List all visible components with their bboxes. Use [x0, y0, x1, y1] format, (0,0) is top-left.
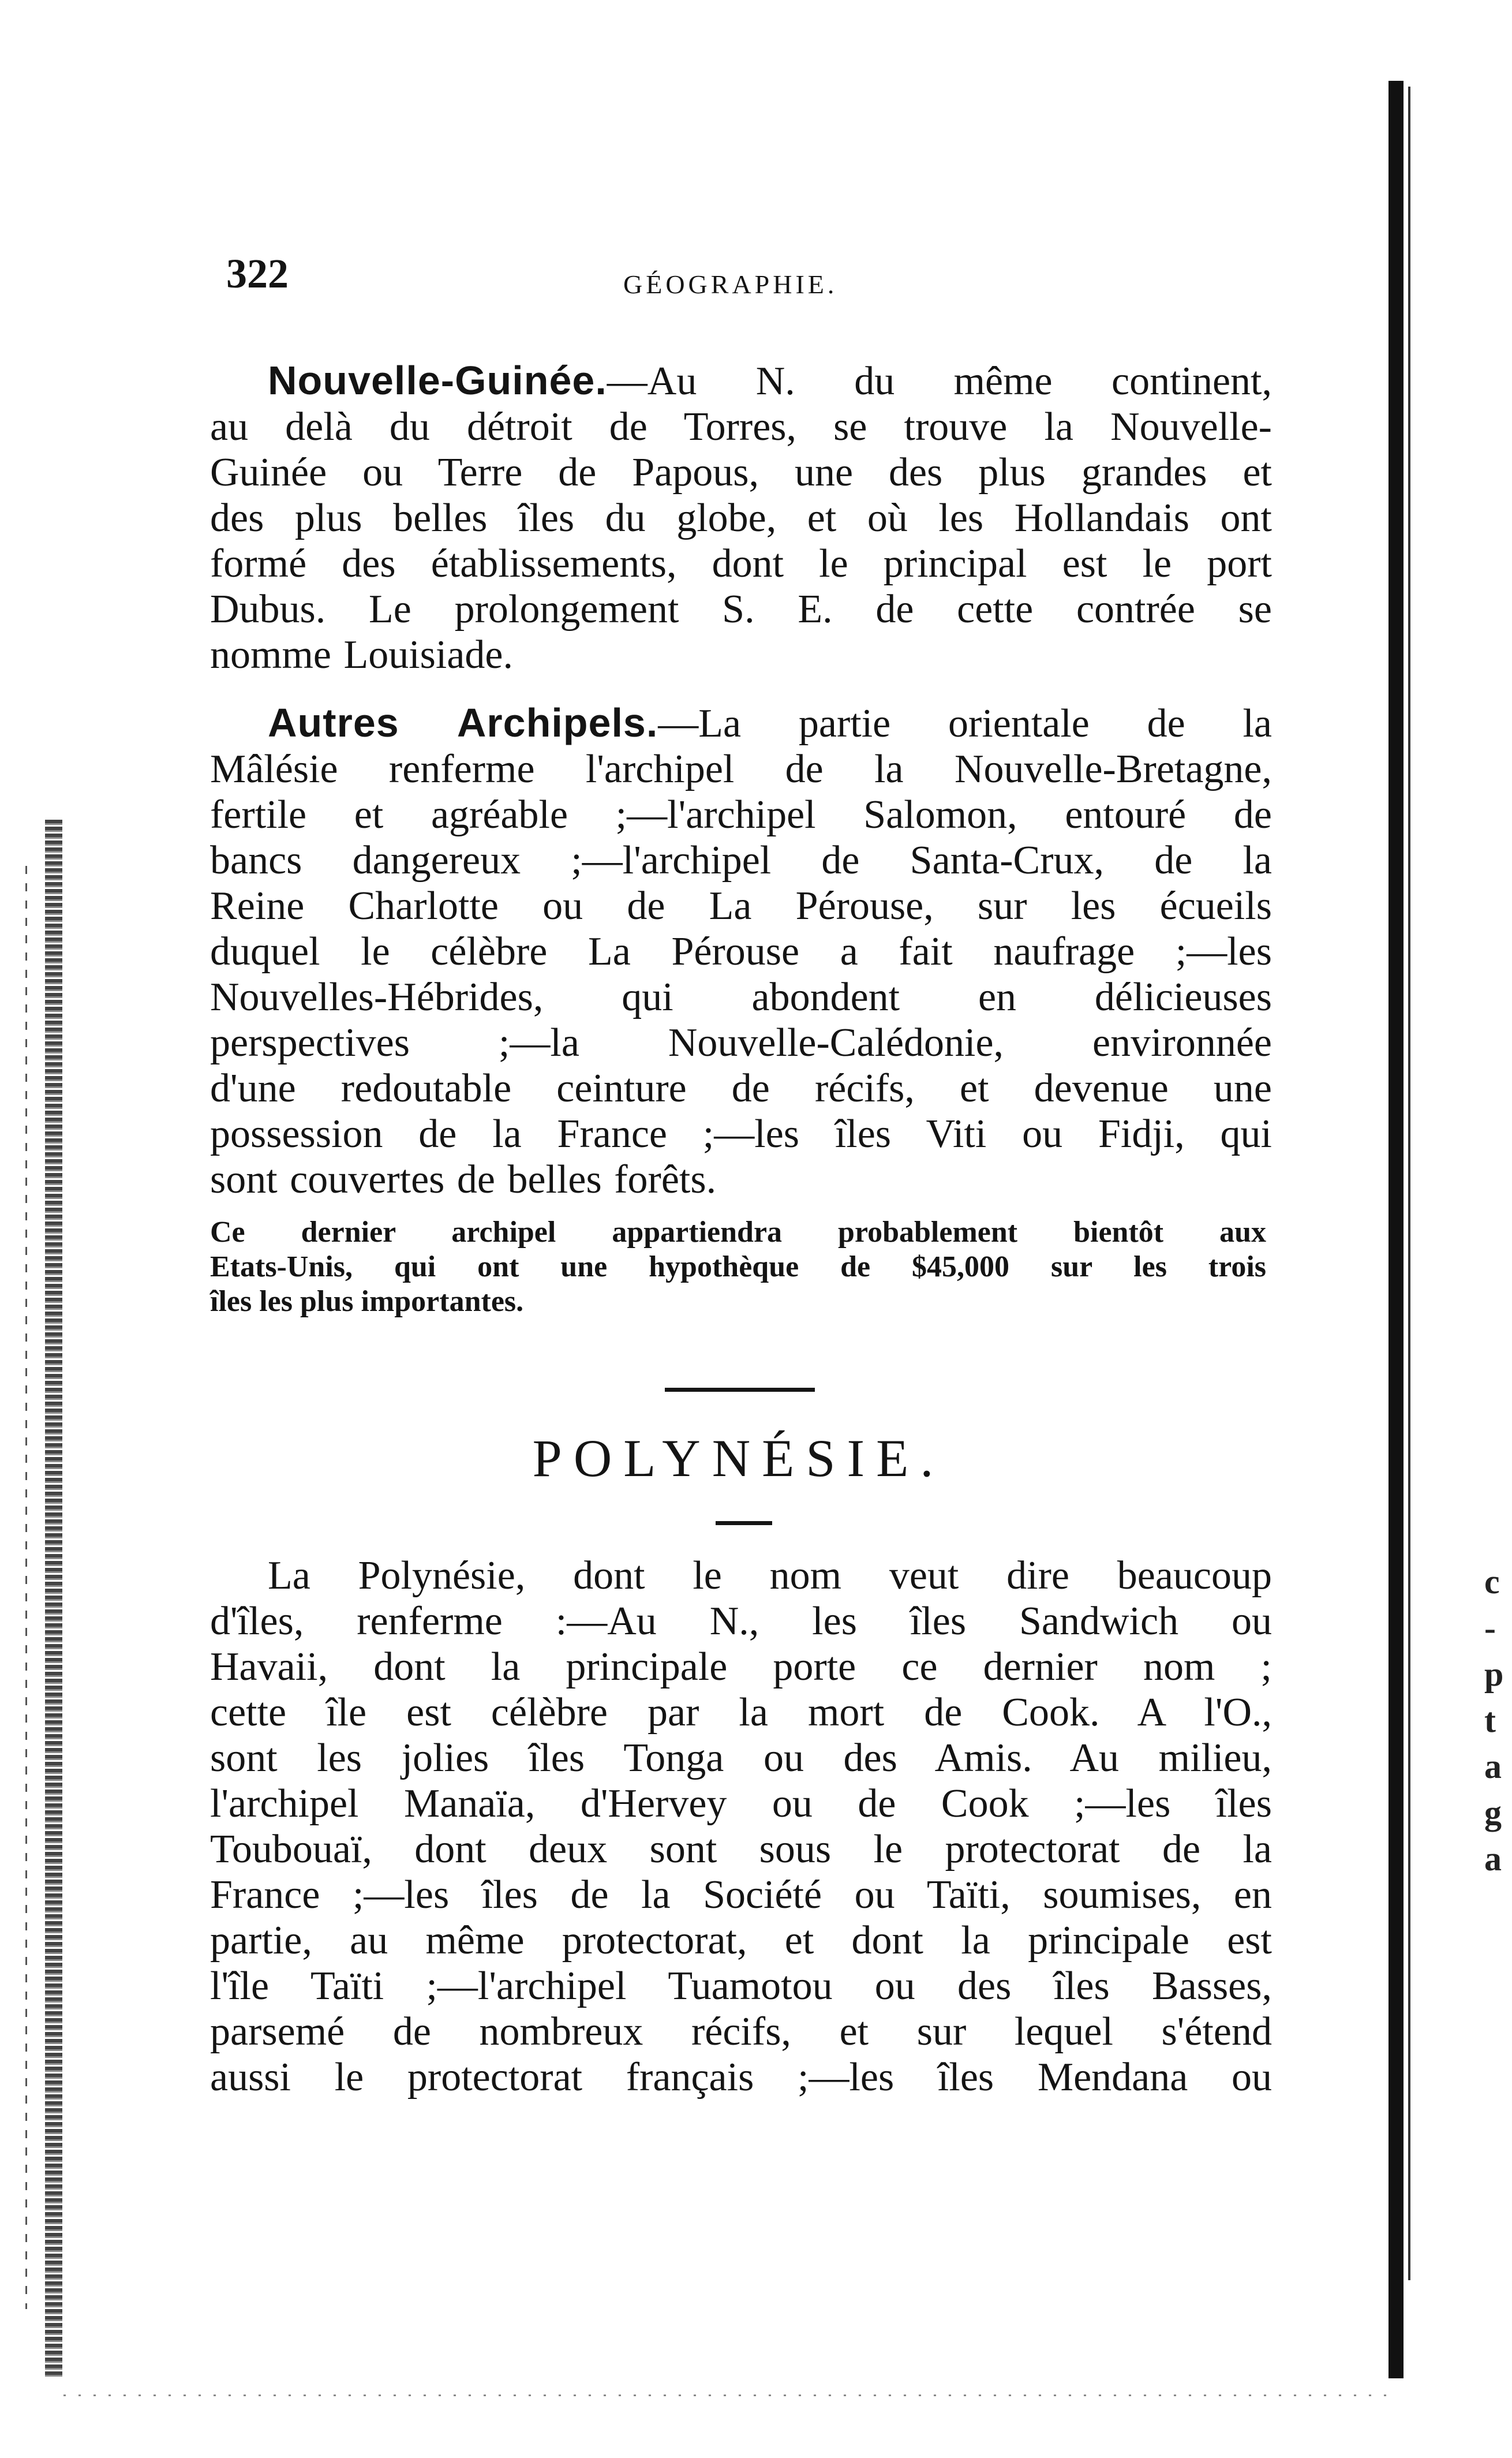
facing-page-letter: a: [1484, 1840, 1502, 1878]
note-line: Etats-Unis, qui ont une hypothèque de $45,000 sur les trois: [210, 1250, 1266, 1283]
page-left-edge-artifact: [45, 820, 62, 2378]
paragraph-line: cette île est célèbre par la mort de Cook. A l'O.,: [210, 1690, 1272, 1735]
page-number: 322: [226, 251, 289, 297]
paragraph-line: sont les jolies îles Tonga ou des Amis. Au milieu,: [210, 1736, 1272, 1780]
page-binding-edge-thin: [1408, 87, 1410, 2280]
paragraph-line: Reine Charlotte ou de La Pérouse, sur les écueils: [210, 884, 1272, 928]
paragraph-nouvelle-guinee: [210, 358, 1272, 678]
paragraph-autres-archipels: [210, 700, 1272, 1202]
paragraph-line: Toubouaï, dont deux sont sous le protectorat de la: [210, 1827, 1272, 1871]
note-line: îles les plus importantes.: [210, 1285, 524, 1318]
paragraph-line: bancs dangereux ;—l'archipel de Santa-Crux, de la: [210, 838, 1272, 883]
note-paragraph: [210, 1215, 1266, 1319]
page-bottom-edge-artifact: [63, 2395, 1391, 2396]
paragraph-line: Guinée ou Terre de Papous, une des plus grandes et: [210, 450, 1272, 495]
facing-page-letter: -: [1484, 1609, 1496, 1647]
paragraph-line: possession de la France ;—les îles Viti ou Fidji, qui: [210, 1112, 1272, 1156]
paragraph-line: d'une redoutable ceinture de récifs, et devenue une: [210, 1066, 1272, 1111]
section-divider: [665, 1388, 815, 1392]
paragraph-line: Mâlésie renferme l'archipel de la Nouvelle-Bretagne,: [210, 747, 1272, 791]
paragraph-polynesie: [210, 1553, 1272, 2100]
paragraph-line: perspectives ;—la Nouvelle-Calédonie, environnée: [210, 1021, 1272, 1065]
paragraph-line: nomme Louisiade.: [210, 633, 514, 677]
paragraph-line: fertile et agréable ;—l'archipel Salomon, entouré de: [210, 793, 1272, 837]
paragraph-line: duquel le célèbre La Pérouse a fait naufrage ;—les: [210, 929, 1272, 974]
paragraph-lead: Nouvelle-Guinée.: [268, 358, 607, 403]
facing-page-letter: a: [1484, 1747, 1502, 1785]
paragraph-line: au delà du détroit de Torres, se trouve la Nouvelle-: [210, 405, 1272, 449]
paragraph-line: des plus belles îles du globe, et où les Hollandais ont: [210, 496, 1272, 540]
note-line: Ce dernier archipel appartiendra probablement bientôt aux: [210, 1216, 1266, 1249]
paragraph-line: sont couvertes de belles forêts.: [210, 1157, 717, 1202]
paragraph-line: aussi le protectorat français ;—les îles Mendana ou: [210, 2055, 1272, 2100]
facing-page-letters: [1484, 1559, 1507, 1882]
paragraph-lead: Autres Archipels.: [268, 700, 658, 745]
section-title: POLYNÉSIE.: [532, 1429, 945, 1488]
paragraph-line: l'île Taïti ;—l'archipel Tuamotou ou des îles Basses,: [210, 1964, 1272, 2008]
facing-page-letter: g: [1484, 1794, 1502, 1832]
paragraph-line: France ;—les îles de la Société ou Taïti, soumises, en: [210, 1873, 1272, 1917]
title-underline: [716, 1521, 772, 1525]
paragraph-line: La Polynésie, dont le nom veut dire beaucoup: [268, 1553, 1272, 1598]
paragraph-line: partie, au même protectorat, et dont la principale est: [210, 1918, 1272, 1963]
paragraph-line: Autres Archipels.—La partie orientale de la: [268, 700, 1272, 746]
facing-page-letter: p: [1484, 1655, 1504, 1693]
paragraph-line: Nouvelles-Hébrides, qui abondent en délicieuses: [210, 975, 1272, 1019]
paragraph-line: parsemé de nombreux récifs, et sur lequel s'étend: [210, 2009, 1272, 2054]
page-left-edge-line: [25, 866, 27, 2309]
paragraph-line: d'îles, renferme :—Au N., les îles Sandwich ou: [210, 1599, 1272, 1643]
paragraph-line: Dubus. Le prolongement S. E. de cette contrée se: [210, 587, 1272, 632]
page-binding-edge: [1389, 81, 1404, 2378]
paragraph-line: Havaii, dont la principale porte ce dernier nom ;: [210, 1645, 1272, 1689]
paragraph-line: Nouvelle-Guinée.—Au N. du même continent,: [268, 358, 1272, 404]
facing-page-letter: t: [1484, 1701, 1496, 1739]
paragraph-line: l'archipel Manaïa, d'Hervey ou de Cook ;—les îles: [210, 1781, 1272, 1826]
paragraph-line: formé des établissements, dont le principal est le port: [210, 541, 1272, 586]
facing-page-letter: c: [1484, 1563, 1500, 1601]
running-head: GÉOGRAPHIE.: [623, 270, 838, 299]
